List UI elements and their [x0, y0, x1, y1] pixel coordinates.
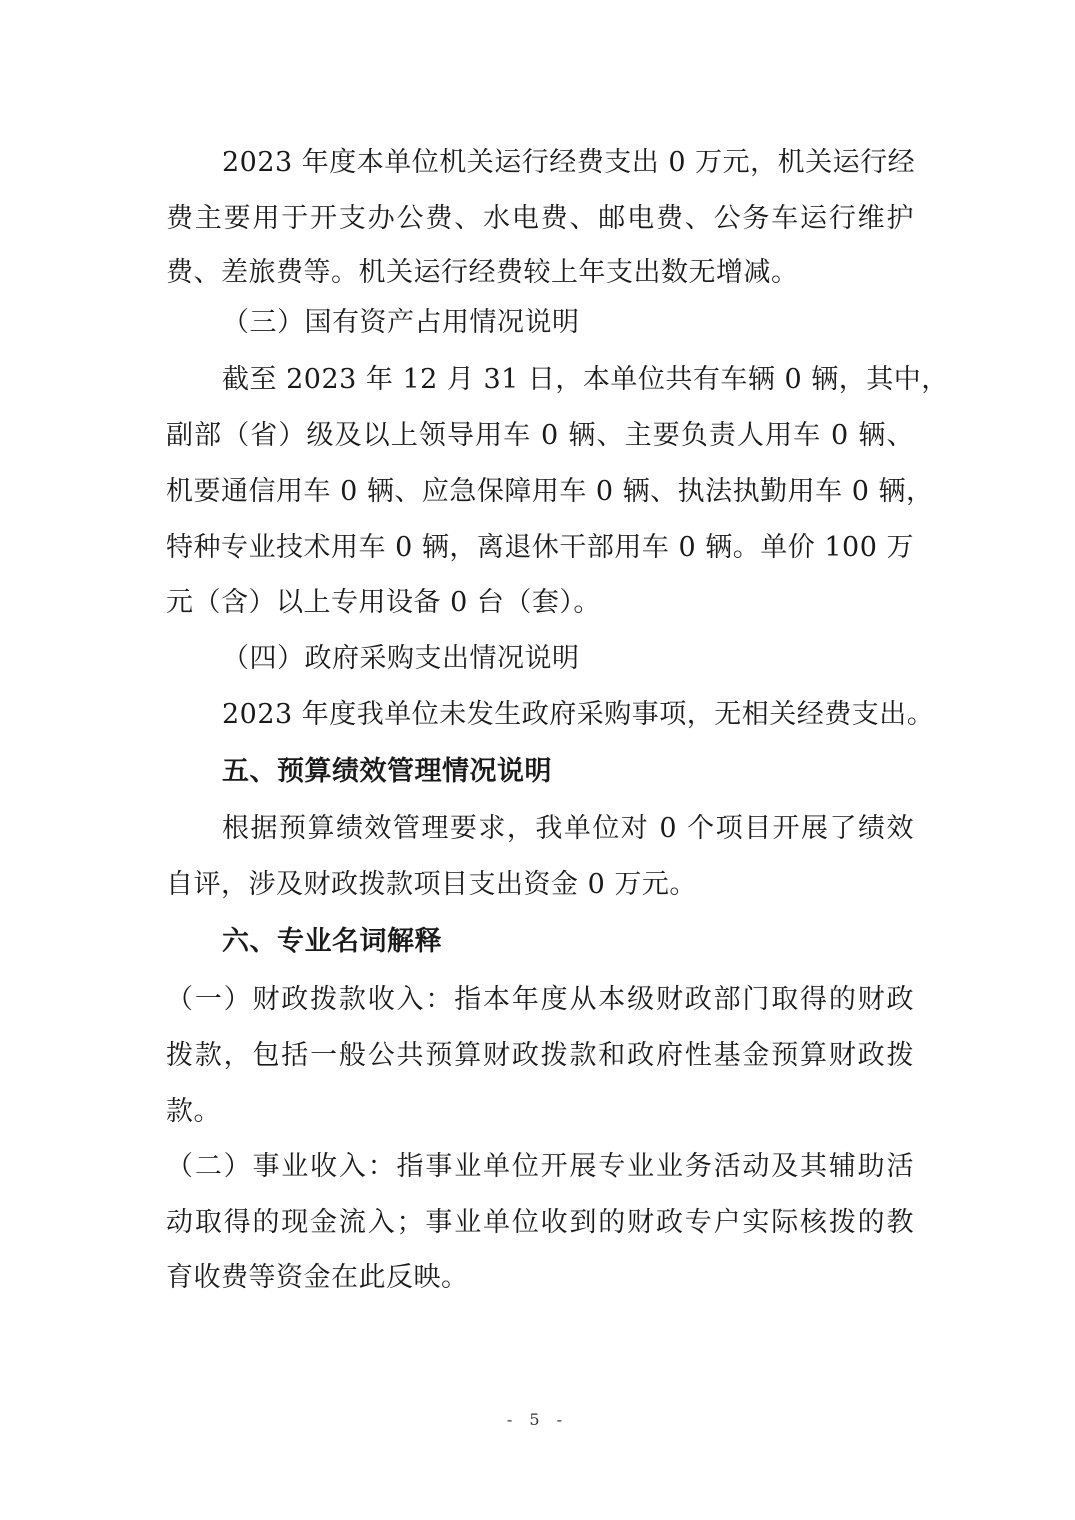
section-heading-3: （三）国有资产占用情况说明: [222, 307, 580, 338]
definition-line: 动取得的现金流入；事业单位收到的财政专户实际核拨的教: [166, 1207, 914, 1238]
paragraph-line: 自评，涉及财政拨款项目支出资金 0 万元。: [166, 869, 697, 900]
paragraph-line: 截至 2023 年 12 月 31 日，本单位共有车辆 0 辆，其中，: [222, 364, 949, 395]
paragraph-line: 费、差旅费等。机关运行经费较上年支出数无增减。: [166, 257, 799, 288]
page-number: - 5 -: [506, 1410, 569, 1429]
paragraph-line: 特种专业技术用车 0 辆，离退休干部用车 0 辆。单价 100 万: [166, 532, 914, 563]
paragraph-line: 费主要用于开支办公费、水电费、邮电费、公务车运行维护: [166, 203, 914, 234]
section-heading-4: （四）政府采购支出情况说明: [222, 643, 580, 674]
definition-line: 育收费等资金在此反映。: [166, 1262, 469, 1293]
section-heading-six: 六、专业名词解释: [222, 926, 442, 957]
paragraph-line: 元（含）以上专用设备 0 台（套）。: [166, 587, 601, 618]
paragraph-line: 根据预算绩效管理要求，我单位对 0 个项目开展了绩效: [222, 813, 914, 844]
definition-line: （一）财政拨款收入：指本年度从本级财政部门取得的财政: [166, 984, 914, 1015]
definition-line: 款。: [166, 1096, 221, 1127]
paragraph-line: 副部（省）级及以上领导用车 0 辆、主要负责人用车 0 辆、: [166, 420, 914, 451]
paragraph-line: 机要通信用车 0 辆、应急保障用车 0 辆、执法执勤用车 0 辆，: [166, 476, 934, 507]
definition-line: （二）事业收入：指事业单位开展专业业务活动及其辅助活: [166, 1151, 914, 1182]
paragraph-line: 2023 年度本单位机关运行经费支出 0 万元，机关运行经: [222, 147, 916, 178]
section-heading-five: 五、预算绩效管理情况说明: [222, 756, 552, 787]
definition-line: 拨款，包括一般公共预算财政拨款和政府性基金预算财政拨: [166, 1040, 914, 1071]
paragraph-line: 2023 年度我单位未发生政府采购事项，无相关经费支出。: [222, 699, 935, 730]
